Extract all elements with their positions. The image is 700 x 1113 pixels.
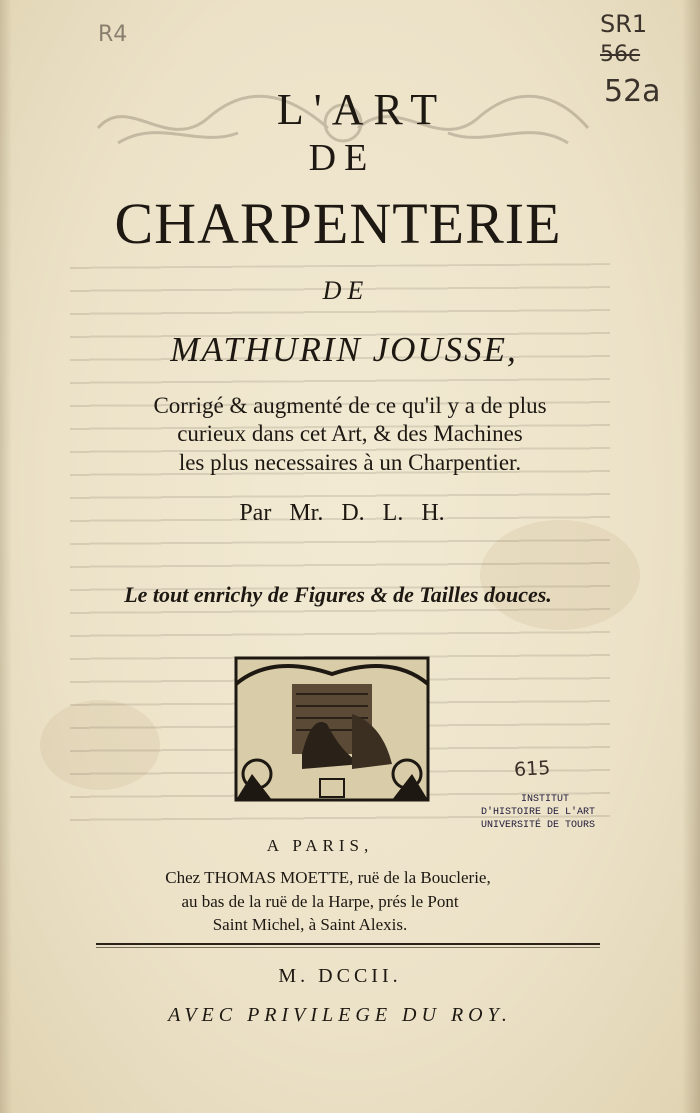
imprint-line-2: au bas de la ruë de la Harpe, prés le Pont (181, 892, 459, 911)
illustration-note: Le tout enrichy de Figures & de Tailles douces. (124, 582, 552, 607)
title-line-de-2: DE (322, 276, 370, 305)
divider-rule-thin (96, 947, 600, 948)
editor-credit: Par Mr. D. L. H. (239, 500, 445, 526)
shelfmark-1: SR1 (600, 10, 648, 38)
corner-mark: R4 (98, 22, 128, 47)
subtitle-line-3: les plus necessaires à un Charpentier. (178, 450, 522, 475)
author-name: MATHURIN JOUSSE, (170, 330, 518, 369)
shelfmark-2: 56c (600, 42, 641, 67)
imprint-line-1: Chez THOMAS MOETTE, ruë de la Bouclerie, (165, 868, 491, 887)
title-line-art: L'ART (276, 85, 448, 134)
imprint-line-3: Saint Michel, à Saint Alexis. (212, 915, 408, 934)
royal-privilege: AVEC PRIVILEGE DU ROY. (168, 1004, 512, 1026)
title-line-charpenterie: CHARPENTERIE (114, 191, 562, 256)
library-stamp (481, 793, 595, 832)
shelfmark-3: 52a (604, 74, 661, 109)
imprint-city: A PARIS, (266, 836, 374, 855)
stamp-line-2: D'HISTOIRE DE L'ART (481, 807, 596, 818)
stamp-line-3: UNIVERSITÉ DE TOURS (481, 820, 596, 831)
title-line-de: DE (308, 137, 376, 179)
subtitle-line-1: Corrigé & augmenté de ce qu'il y a de plus (153, 393, 547, 418)
printer-device-woodcut (232, 654, 432, 804)
handwritten-number: 615 (513, 757, 551, 781)
subtitle-line-2: curieux dans cet Art, & des Machines (177, 421, 523, 446)
stamp-line-1: INSTITUT (521, 794, 570, 805)
divider-rule (96, 943, 600, 945)
publication-date: M. DCCII. (278, 965, 402, 987)
